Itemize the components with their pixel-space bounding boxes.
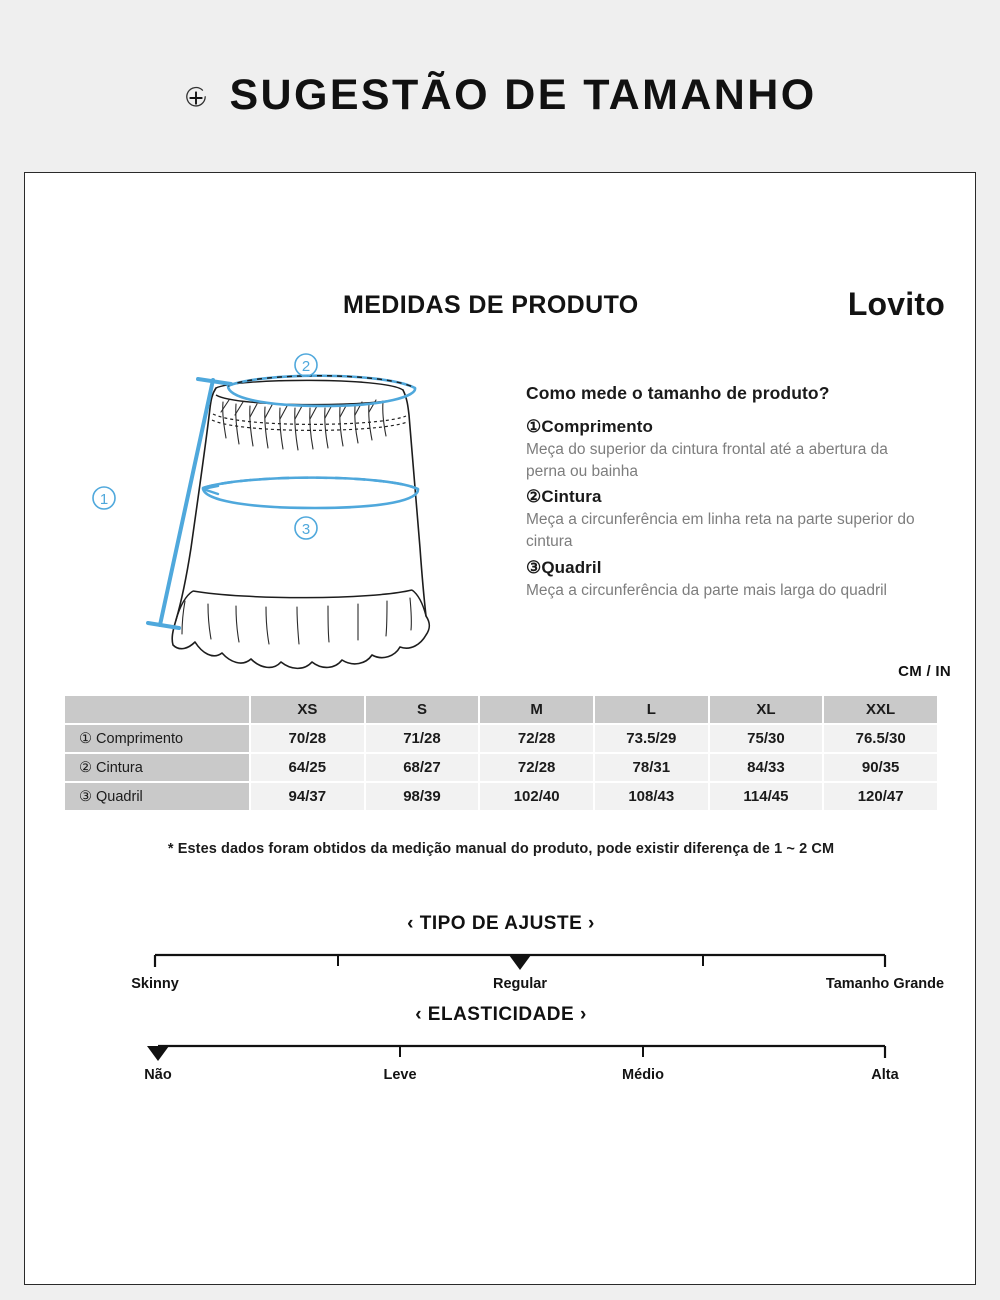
fit-type-marker: [509, 955, 531, 970]
measure-item-title-3: ③Quadril: [526, 557, 602, 577]
cell-comprimento-s: 71/28: [366, 725, 479, 752]
how-to-measure-title: Como mede o tamanho de produto?: [526, 383, 830, 403]
measure-item-desc-1: Meça do superior da cintura frontal até a abertura da perna ou bainha: [526, 441, 888, 481]
svg-text:2: 2: [301, 358, 311, 375]
fit-type-scale: [25, 913, 977, 998]
svg-text:1: 1: [99, 491, 109, 508]
elasticity-scale-track: [25, 1038, 977, 1064]
cell-comprimento-l: 73.5/29: [595, 725, 708, 752]
unit-label: CM / IN: [898, 663, 951, 680]
brand-logo: Lovito: [847, 286, 945, 322]
elasticity-scale-title: ‹ ELASTICIDADE ›: [415, 1004, 587, 1025]
measure-item-title-2: ②Cintura: [526, 487, 602, 507]
cell-cintura-xxl: 90/35: [824, 754, 937, 781]
cell-cintura-l: 78/31: [595, 754, 708, 781]
cell-cintura-m: 72/28: [480, 754, 593, 781]
elasticity-label-nao: Não: [144, 1067, 172, 1083]
fit-label-regular: Regular: [493, 976, 547, 992]
fit-type-scale-title: ‹ TIPO DE AJUSTE ›: [407, 913, 595, 934]
elasticity-label-leve: Leve: [383, 1067, 417, 1083]
cell-comprimento-xxl: 76.5/30: [824, 725, 937, 752]
table-row: [65, 754, 937, 781]
elasticity-scale: [25, 1004, 977, 1089]
fit-label-tamanho-grande: Tamanho Grande: [825, 976, 945, 992]
cell-cintura-xs: 64/25: [251, 754, 364, 781]
measure-item-desc-2: Meça a circunferência em linha reta na parte superior do cintura: [526, 511, 915, 551]
row-label-comprimento: ① Comprimento: [65, 725, 249, 752]
diagram-marker-3: [295, 517, 317, 539]
row-label-cintura: ② Cintura: [65, 754, 249, 781]
table-size-header-xl: XL: [710, 696, 823, 723]
cell-comprimento-xl: 75/30: [710, 725, 823, 752]
measurement-disclaimer: * Estes dados foram obtidos da medição manual do produto, pode existir diferença de 1 ~ 2 CM: [167, 841, 835, 857]
elasticity-label-medio: Médio: [622, 1067, 664, 1083]
cell-cintura-s: 68/27: [366, 754, 479, 781]
size-chart-card: [24, 172, 976, 1285]
cell-quadril-xxl: 120/47: [824, 783, 937, 810]
cell-quadril-xs: 94/37: [251, 783, 364, 810]
elasticity-label-alta: Alta: [871, 1067, 899, 1083]
fit-type-scale-labels: [25, 976, 977, 998]
cell-quadril-m: 102/40: [480, 783, 593, 810]
size-table: [63, 694, 939, 812]
table-size-header-xxl: XXL: [824, 696, 937, 723]
cell-cintura-xl: 84/33: [710, 754, 823, 781]
page-title: SUGESTÃO DE TAMANHO: [229, 71, 817, 119]
cell-comprimento-m: 72/28: [480, 725, 593, 752]
fit-type-scale-track: [25, 947, 977, 973]
cell-quadril-s: 98/39: [366, 783, 479, 810]
table-header-row: [65, 696, 937, 723]
card-header: [25, 286, 977, 335]
measure-item-title-1: ①Comprimento: [526, 417, 653, 436]
table-row: [65, 725, 937, 752]
diagram-marker-2: [295, 354, 317, 376]
cell-comprimento-xs: 70/28: [251, 725, 364, 752]
plus-circle-icon: [183, 85, 209, 111]
table-size-header-s: S: [366, 696, 479, 723]
row-label-quadril: ③ Quadril: [65, 783, 249, 810]
elasticity-marker: [147, 1046, 169, 1061]
table-row: [65, 783, 937, 810]
table-size-header-xs: XS: [251, 696, 364, 723]
table-size-header-m: M: [480, 696, 593, 723]
table-size-header-l: L: [595, 696, 708, 723]
page-header: [0, 58, 1000, 133]
measures-title: MEDIDAS DE PRODUTO: [343, 291, 639, 319]
table-corner-cell: [65, 696, 249, 723]
svg-text:3: 3: [301, 521, 311, 538]
how-to-measure: [526, 383, 926, 606]
diagram-marker-1: [93, 487, 115, 509]
fit-label-skinny: Skinny: [131, 976, 179, 992]
garment-diagram: [85, 348, 535, 678]
elasticity-scale-labels: [25, 1067, 977, 1089]
measure-item-desc-3: Meça a circunferência da parte mais larga do quadril: [526, 581, 887, 599]
cell-quadril-xl: 114/45: [710, 783, 823, 810]
cell-quadril-l: 108/43: [595, 783, 708, 810]
